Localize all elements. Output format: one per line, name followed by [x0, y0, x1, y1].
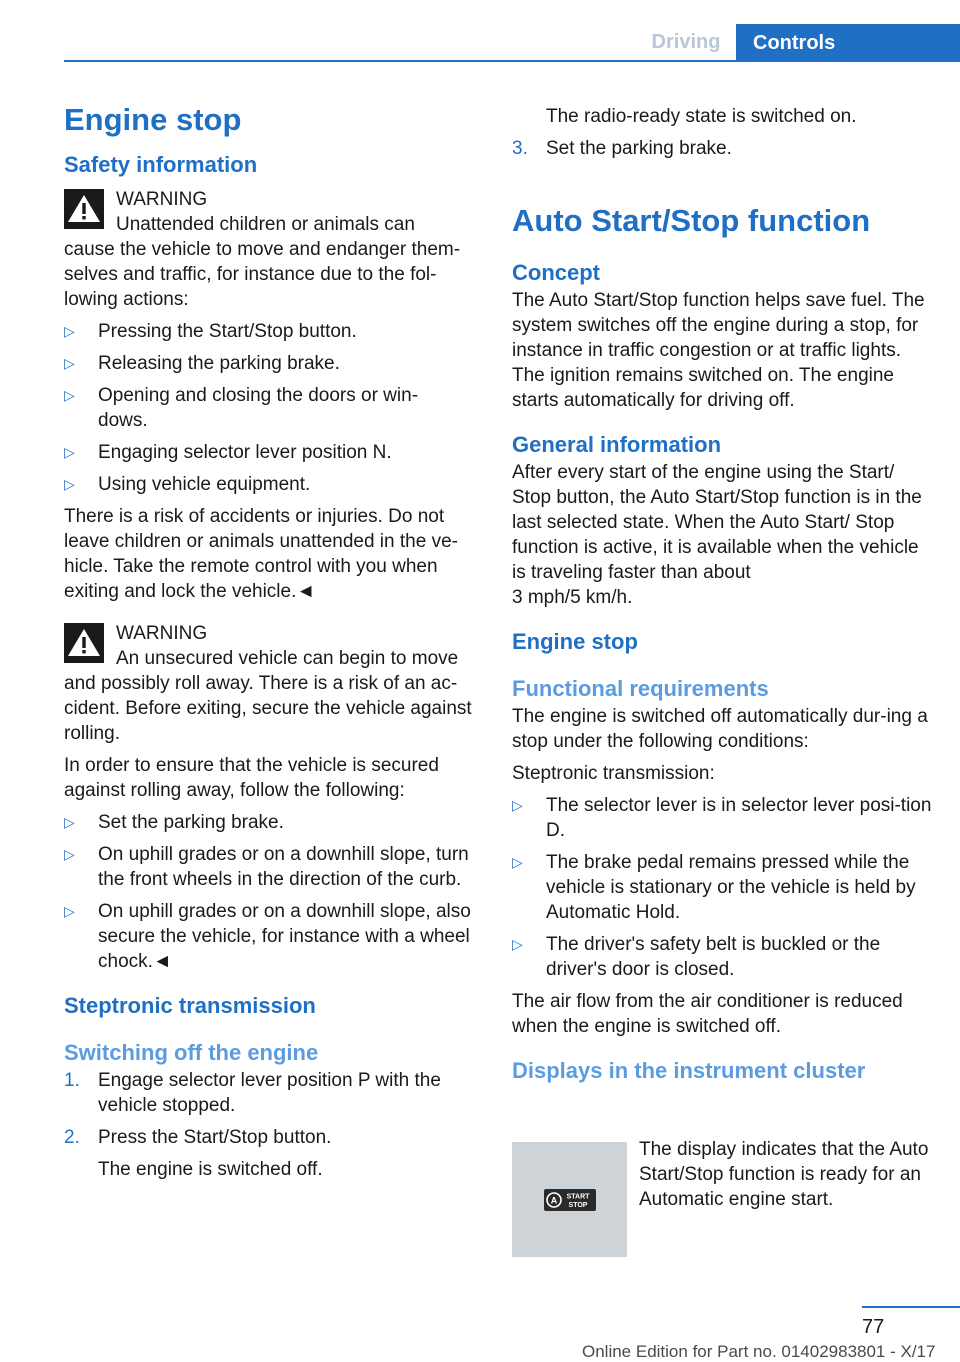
triangle-bullet-icon: ▷ — [64, 903, 75, 919]
list-item: ▷ The driver's safety belt is buckled or the driver's door is closed. — [512, 934, 881, 980]
list-item: 2. Press the Start/Stop button. — [64, 1127, 332, 1148]
triangle-bullet-icon: ▷ — [64, 355, 75, 371]
warning-label: WARNING — [116, 623, 208, 644]
list-item: ▷ On uphill grades or on a downhill slope, also secure the vehicle, for instance with a wheel chock.◄ — [64, 901, 471, 972]
tab-driving[interactable]: Driving — [651, 30, 721, 53]
auto-start-stop-display-image — [512, 1142, 627, 1257]
step-2-result: The engine is switched off. — [98, 1159, 323, 1180]
warning-2-list — [64, 810, 480, 974]
triangle-bullet-icon: ▷ — [64, 323, 75, 339]
step-2-continuation: The radio-ready state is switched on. — [546, 106, 857, 127]
triangle-bullet-icon: ▷ — [512, 797, 523, 813]
list-item: ▷ Pressing the Start/Stop button. — [64, 321, 357, 342]
triangle-bullet-icon: ▷ — [64, 814, 75, 830]
steps-list — [64, 1068, 480, 1150]
list-item: ▷ Engaging selector lever position N. — [64, 442, 392, 463]
svg-text:START: START — [566, 1193, 589, 1200]
general-info-text: After every start of the engine using the Start/ Stop button, the Auto Start/Stop function is in the last selected state. When the Auto Start/ Stop function is active, it is available when the vehicle is traveling faster than about — [512, 462, 922, 583]
svg-text:STOP: STOP — [568, 1201, 587, 1209]
list-item: ▷ Opening and closing the doors or win- dows. — [64, 385, 419, 431]
header-rule — [64, 60, 960, 62]
list-item: 1. Engage selector lever position P with the vehicle stopped. — [64, 1070, 441, 1116]
warning-2-lead: In order to ensure that the vehicle is secured against rolling away, follow the following: — [64, 755, 439, 801]
warning-1-list — [64, 319, 480, 497]
warning-block-2 — [64, 621, 480, 746]
page-number: 77 — [862, 1316, 885, 1338]
auto-start-stop-icon — [544, 1189, 596, 1211]
general-info-speed: 3 mph/5 km/h. — [512, 587, 633, 608]
section-title: Auto Start/Stop function — [512, 203, 871, 238]
general-info-heading: General information — [512, 432, 722, 457]
list-item: ▷ On uphill grades or on a downhill slope, turn the front wheels in the direction of the curb. — [64, 844, 469, 890]
edition-footer: Online Edition for Part no. 01402983801 - X/17 — [582, 1342, 936, 1361]
functional-requirements-heading: Functional requirements — [512, 676, 769, 701]
warning-intro: An unsecured vehicle can begin to move — [116, 648, 459, 669]
concept-heading: Concept — [512, 260, 600, 285]
list-item: ▷ Using vehicle equipment. — [64, 474, 311, 495]
warning-label: WARNING — [116, 189, 208, 210]
right-column — [512, 104, 932, 1086]
steptronic-label: Steptronic transmission: — [512, 763, 715, 784]
list-item: ▷ Releasing the parking brake. — [64, 353, 340, 374]
engine-stop-heading: Engine stop — [512, 629, 638, 654]
triangle-bullet-icon: ▷ — [64, 387, 75, 403]
concept-text: The Auto Start/Stop function helps save fuel. The system switches off the engine during a stop, for instance in traffic congestion or at traffic lights. The ignition remains switched on. The engine starts automatically for driving off. — [512, 290, 925, 411]
triangle-bullet-icon: ▷ — [512, 854, 523, 870]
warning-intro: Unattended children or animals can — [116, 214, 415, 235]
display-caption: The display indicates that the Auto Start/Stop function is ready for an Automatic engine start. — [639, 1139, 929, 1210]
triangle-bullet-icon: ▷ — [64, 444, 75, 460]
left-column — [64, 100, 480, 1182]
warning-block-1 — [64, 187, 480, 312]
list-item: ▷ The selector lever is in selector lever posi-tion D. — [512, 795, 932, 841]
svg-text:A: A — [550, 1195, 557, 1205]
step-number: 1. — [64, 1070, 80, 1091]
warning-intro-rest: and possibly roll away. There is a risk of an ac-cident. Before exiting, secure the vehicle against rolling. — [64, 673, 472, 744]
warning-1-outro: There is a risk of accidents or injuries. Do not leave children or animals unattended in the ve-hicle. Take the remote control with you when exiting and lock the vehicle.◄ — [64, 506, 458, 602]
step-number: 2. — [64, 1127, 80, 1148]
functional-requirements-text: The engine is switched off automatically dur-ing a stop under the following conditions: — [512, 706, 928, 752]
steps-list-cont — [512, 136, 932, 161]
warning-intro-rest: cause the vehicle to move and endanger them- selves and traffic, for instance due to the fol- lowing actions: — [64, 239, 461, 310]
list-item: 3. Set the parking brake. — [512, 138, 732, 159]
triangle-bullet-icon: ▷ — [512, 936, 523, 952]
switching-off-heading: Switching off the engine — [64, 1040, 319, 1065]
airflow-text: The air flow from the air conditioner is reduced when the engine is switched off. — [512, 991, 903, 1037]
displays-heading: Displays in the instrument cluster — [512, 1058, 866, 1083]
triangle-bullet-icon: ▷ — [64, 476, 75, 492]
steptronic-heading: Steptronic transmission — [64, 993, 316, 1018]
page-title: Engine stop — [64, 102, 242, 137]
triangle-bullet-icon: ▷ — [64, 846, 75, 862]
list-item: ▷ The brake pedal remains pressed while the vehicle is stationary or the vehicle is held by Automatic Hold. — [512, 852, 916, 923]
list-item: ▷ Set the parking brake. — [64, 812, 284, 833]
warning-triangle-icon — [64, 189, 104, 229]
footer-rule — [862, 1306, 960, 1308]
step-number: 3. — [512, 138, 528, 159]
warning-triangle-icon — [64, 623, 104, 663]
safety-heading: Safety information — [64, 152, 258, 177]
tab-controls[interactable]: Controls — [736, 24, 960, 62]
conditions-list — [512, 793, 932, 982]
